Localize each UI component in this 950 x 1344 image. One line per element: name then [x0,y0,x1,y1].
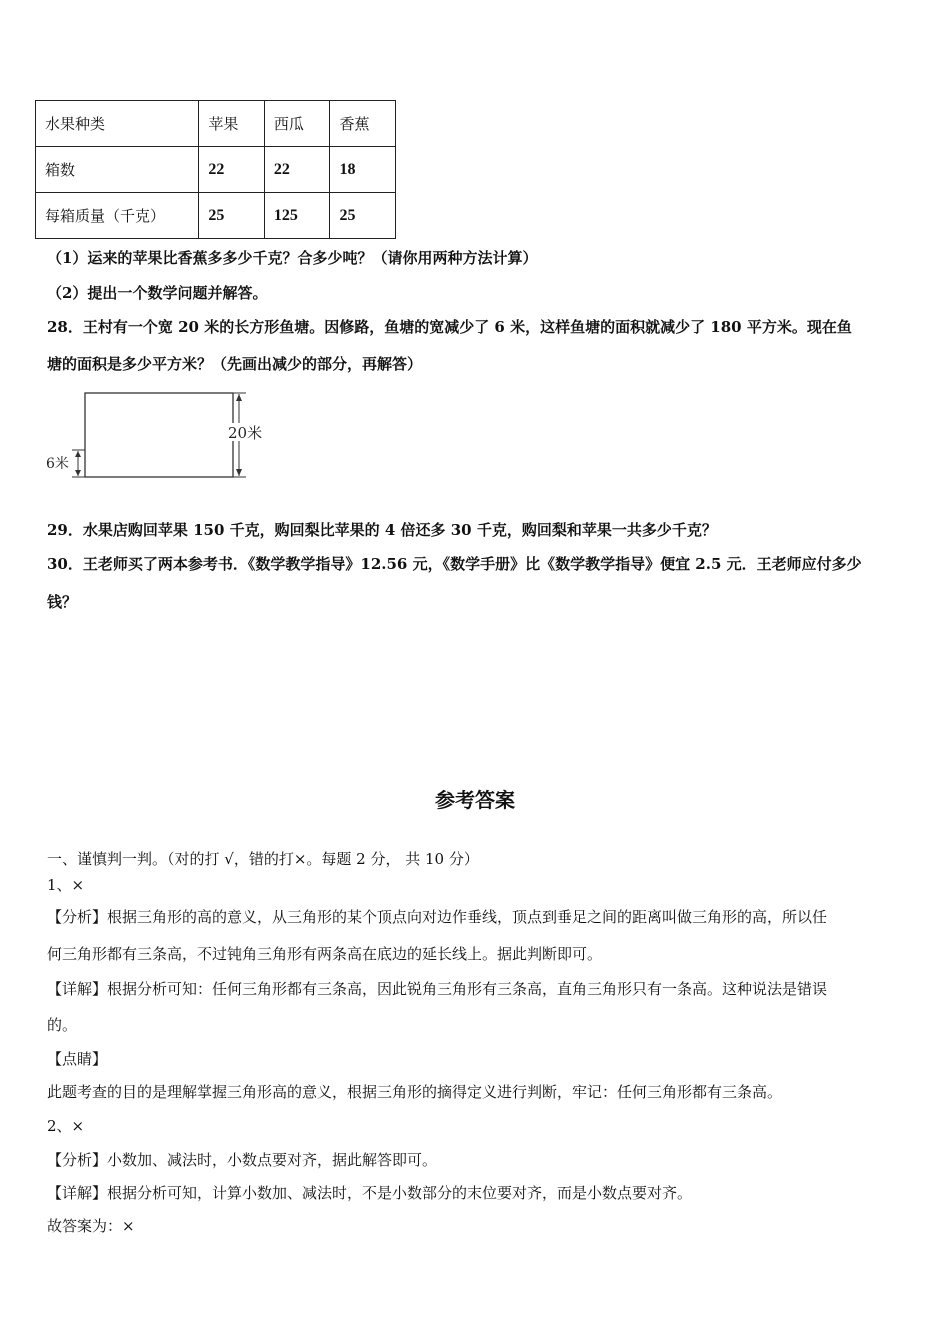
table-cell: 25 [330,193,396,239]
table-header-cell: 西瓜 [264,101,330,147]
answer1-analysis-line1: 【分析】根据三角形的高的意义，从三角形的某个顶点向对边作垂线，顶点到垂足之间的距离叫做三角形的高，所以任 [47,908,828,926]
table-header-cell: 香蕉 [330,101,396,147]
table-cell: 22 [199,147,264,193]
table-cell: 箱数 [36,147,199,193]
arrow-up-icon [236,394,242,401]
table-cell: 125 [264,193,330,239]
answer1-point-label: 【点睛】 [47,1050,108,1068]
answer1-head: 1、× [47,876,85,894]
table-header-cell: 苹果 [199,101,264,147]
arrow-down-icon [236,469,242,476]
section1-heading: 一、谨慎判一判。（对的打 √，错的打×。每题 2 分， 共 10 分） [47,850,479,868]
table-cell: 25 [199,193,264,239]
answer2-head: 2、× [47,1117,85,1135]
q30-text-line1: 30．王老师买了两本参考书．《数学教学指导》12.56 元，《数学手册》比《数学教学指导》便宜 2.5 元．王老师应付多少 [47,555,862,573]
table-header-row [36,101,396,147]
table-cell: 22 [264,147,330,193]
answers-title: 参考答案 [435,788,515,812]
fruit-table [35,100,396,239]
table-row [36,147,396,193]
table-header-cell: 水果种类 [36,101,199,147]
arrow-down-icon [75,470,81,476]
q27-sub1: （1）运来的苹果比香蕉多多少千克？合多少吨？（请你用两种方法计算） [47,249,538,267]
table-row [36,193,396,239]
answer1-point-text: 此题考查的目的是理解掌握三角形高的意义，根据三角形的摘得定义进行判断，牢记：任何三角形都有三条高。 [47,1083,783,1101]
q28-text-line1: 28．王村有一个宽 20 米的长方形鱼塘。因修路，鱼塘的宽减少了 6 米，这样鱼塘的面积就减少了 180 平方米。现在鱼 [47,318,852,336]
q29-text: 29．水果店购回苹果 150 千克，购回梨比苹果的 4 倍还多 30 千克，购回梨和苹果一共多少千克？ [47,521,717,539]
answer2-analysis: 【分析】小数加、减法时，小数点要对齐，据此解答即可。 [47,1151,438,1169]
label-width: 20米 [228,424,263,442]
answer1-detail-line2: 的。 [47,1016,78,1034]
q30-text-line2: 钱？ [47,593,78,611]
answer2-detail: 【详解】根据分析可知，计算小数加、减法时，不是小数部分的末位要对齐，而是小数点要对齐。 [47,1184,693,1202]
arrow-up-icon [75,451,81,457]
label-reduce: 6米 [46,456,69,472]
q28-text-line2: 塘的面积是多少平方米？（先画出减少的部分，再解答） [47,355,423,373]
answer1-detail-line1: 【详解】根据分析可知：任何三角形都有三条高，因此锐角三角形有三条高，直角三角形只有一条高。这种说法是错误 [47,980,828,998]
q27-sub2: （2）提出一个数学问题并解答。 [47,284,268,302]
answer2-conclusion: 故答案为：× [47,1217,135,1235]
answer1-analysis-line2: 何三角形都有三条高，不过钝角三角形有两条高在底边的延长线上。据此判断即可。 [47,945,603,963]
pond-rectangle [85,393,233,477]
pond-figure [40,385,280,490]
table-cell: 18 [330,147,396,193]
table-cell: 每箱质量（千克） [36,193,199,239]
